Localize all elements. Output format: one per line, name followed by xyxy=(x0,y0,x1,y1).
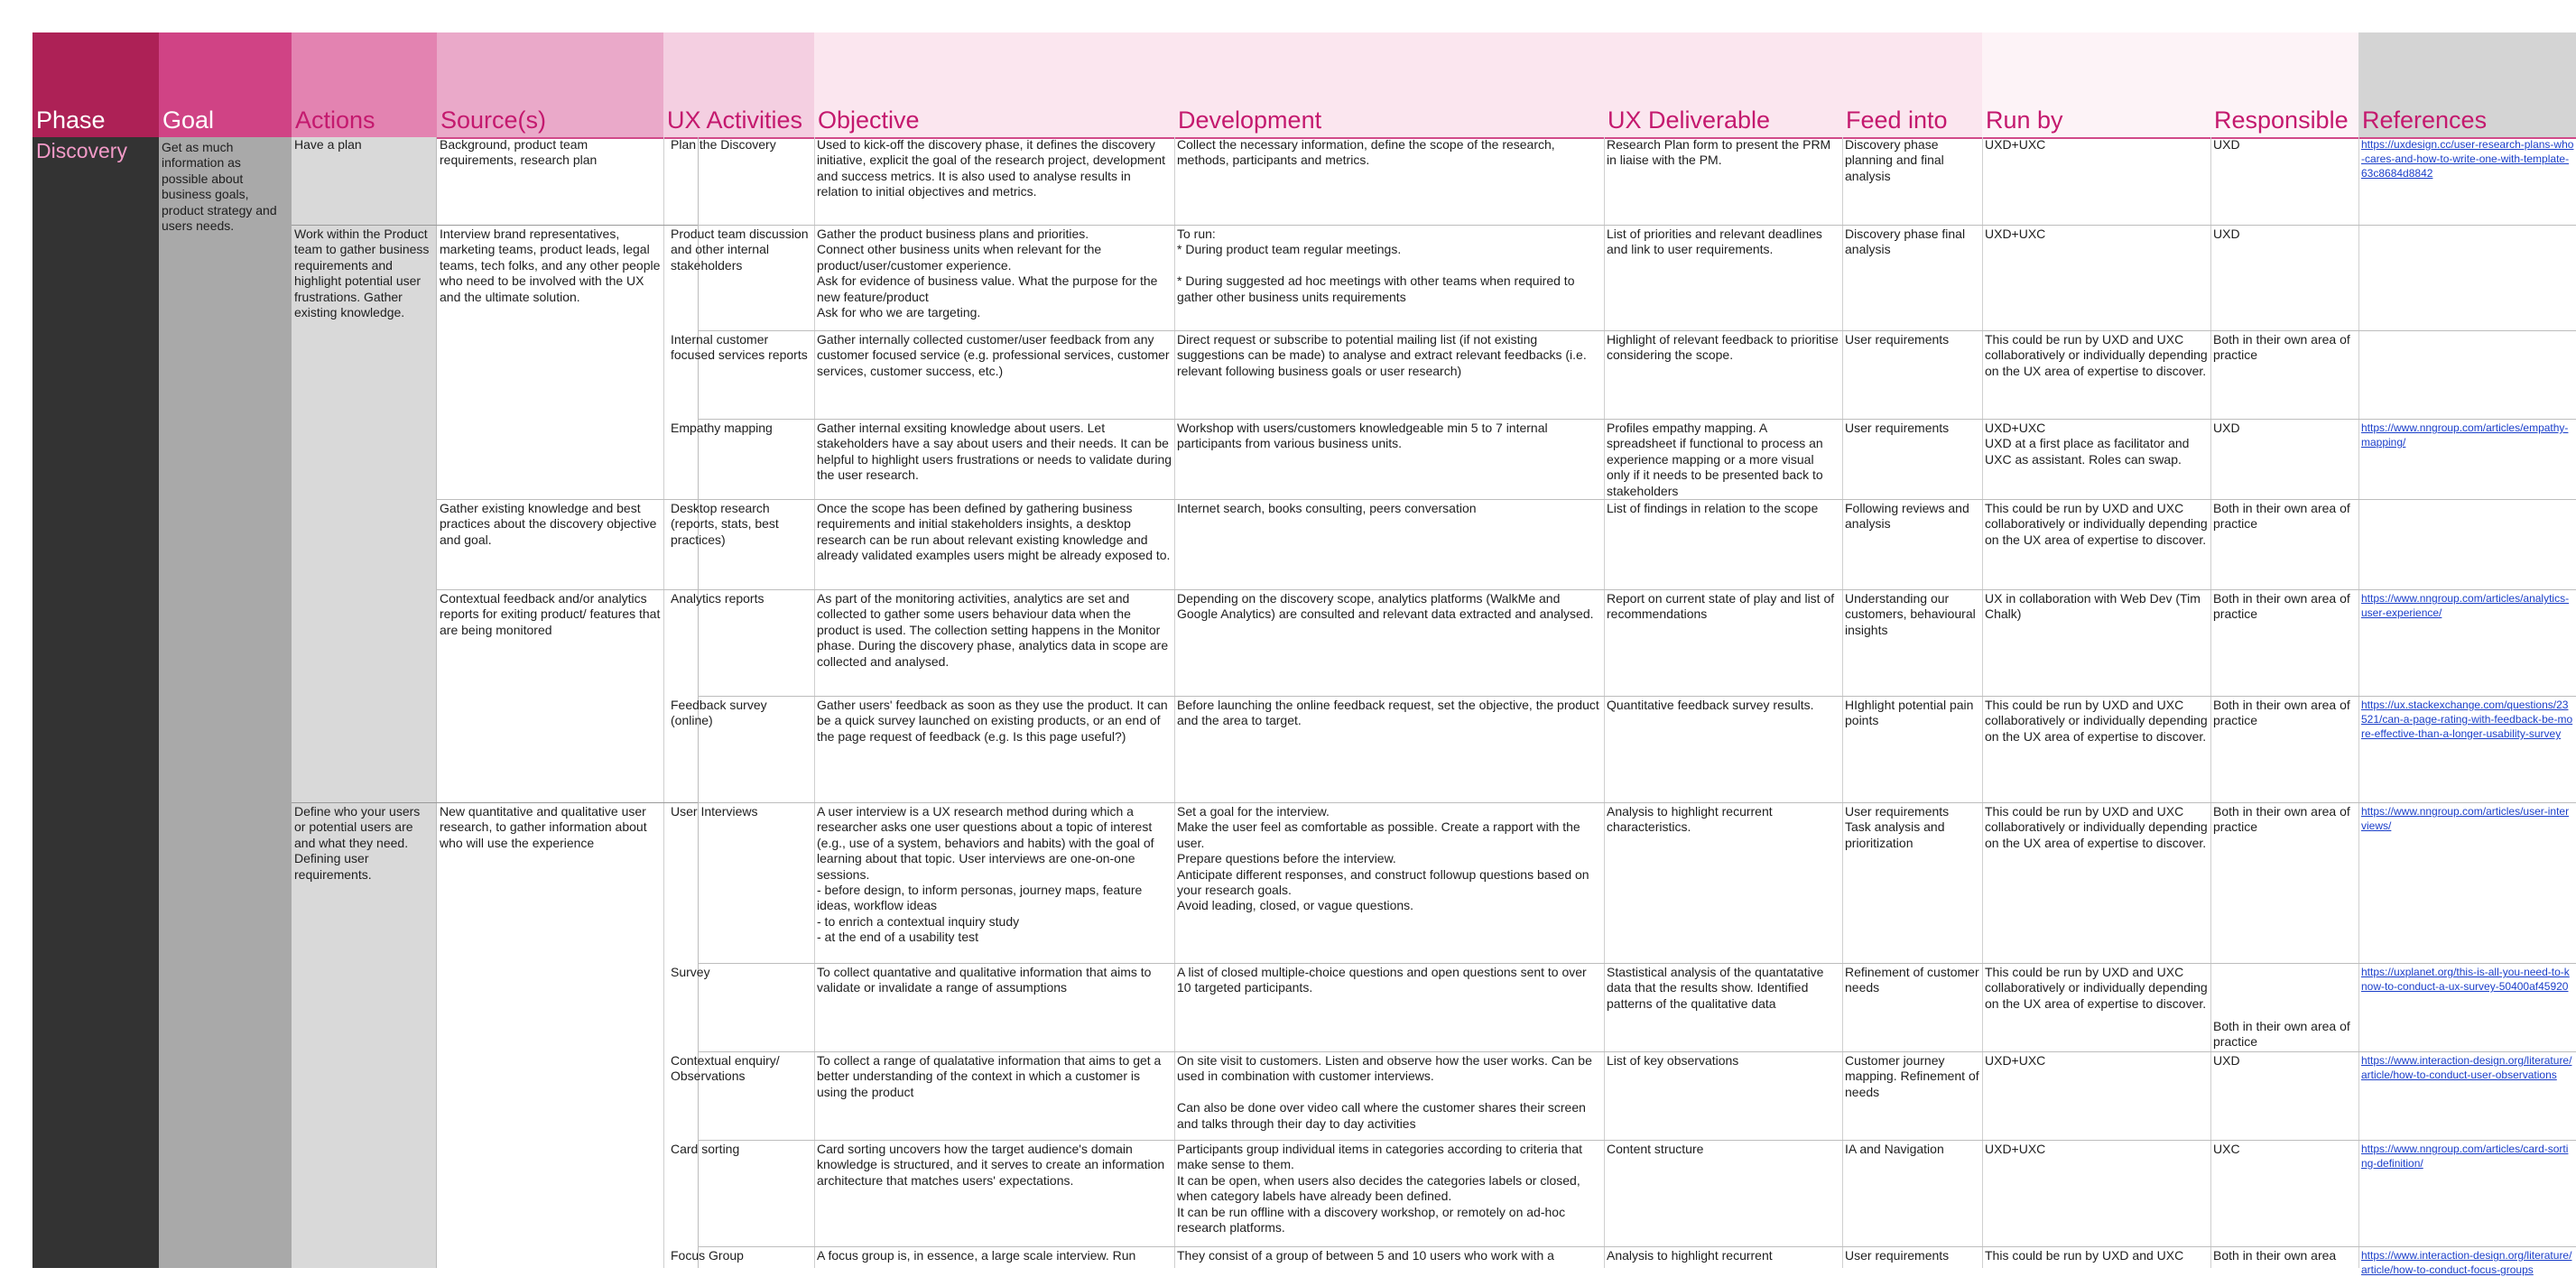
group-separator xyxy=(292,225,698,226)
objective-cell[interactable]: A focus group is, in essence, a large scale interview. Run xyxy=(817,1248,1136,1263)
activity-cell[interactable]: Internal customer focused services reports xyxy=(671,332,808,363)
reference-link[interactable]: https://www.nngroup.com/articles/empathy-mapping/ xyxy=(2361,421,2569,449)
objective-cell[interactable]: To collect quantative and qualitative information that aims to validate or invalidate a range of assumptions xyxy=(817,965,1152,995)
development-cell[interactable]: Workshop with users/customers knowledgeable min 5 to 7 internal participants from various business units. xyxy=(1177,421,1548,451)
reference-link[interactable]: https://www.interaction-design.org/literature/article/how-to-conduct-focus-groups xyxy=(2361,1249,2572,1276)
runby-cell[interactable]: This could be run by UXD and UXC collaboratively or individually depending on the UX area of expertise to discover. xyxy=(1985,698,2208,744)
objective-cell[interactable]: Card sorting uncovers how the target audience's domain knowledge is structured, and it serves to create an information architecture that matches users' expectations. xyxy=(817,1142,1165,1188)
feed-cell[interactable]: Following reviews and analysis xyxy=(1845,501,1969,532)
source-cell[interactable]: Contextual feedback and/or analytics reports for exiting product/ features that are being monitored xyxy=(440,591,661,637)
feed-cell[interactable]: User requirements xyxy=(1845,1248,1950,1263)
spreadsheet xyxy=(32,32,2576,1276)
deliverable-cell[interactable]: Report on current state of play and list of recommendations xyxy=(1607,591,1835,622)
deliverable-cell[interactable]: Highlight of relevant feedback to prioritise considering the scope. xyxy=(1607,332,1839,363)
reference-link[interactable]: https://uxplanet.org/this-is-all-you-need-to-know-to-conduct-a-ux-survey-50400af45920 xyxy=(2361,966,2570,993)
runby-cell[interactable]: This could be run by UXD and UXC xyxy=(1985,1248,2184,1263)
header-feed-into[interactable]: Feed into xyxy=(1842,32,1982,137)
runby-cell[interactable]: UX in collaboration with Web Dev (Tim Chalk) xyxy=(1985,591,2201,622)
header-actions[interactable]: Actions xyxy=(292,32,437,137)
runby-cell[interactable]: This could be run by UXD and UXC collaboratively or individually depending on the UX area of expertise to discover. xyxy=(1985,332,2208,378)
deliverable-cell[interactable]: List of findings in relation to the scope xyxy=(1607,501,1819,515)
grid-line xyxy=(814,137,815,1268)
development-cell[interactable]: They consist of a group of between 5 and 10 users who work with a xyxy=(1177,1248,1554,1263)
feed-cell[interactable]: User requirements xyxy=(1845,421,1950,435)
runby-cell[interactable]: UXD+UXC xyxy=(1985,1053,2046,1068)
grid-line xyxy=(1842,137,1843,1268)
activity-cell[interactable]: Card sorting xyxy=(671,1142,740,1156)
development-cell[interactable]: Participants group individual items in categories according to criteria that make sense to them. It can be open, when users also decides the categories labels or closed, when category labels have already been defined. It can be run offline with a discovery workshop, or remotely on ad-hoc research platforms. xyxy=(1177,1142,1583,1235)
source-cell[interactable]: Gather existing knowledge and best practices about the discovery objective and goal. xyxy=(440,501,657,547)
runby-cell[interactable]: UXD+UXC xyxy=(1985,1142,2046,1156)
feed-cell[interactable]: User requirements xyxy=(1845,332,1950,347)
responsible-cell[interactable]: Both in their own area xyxy=(2213,1248,2337,1263)
objective-cell[interactable]: As part of the monitoring activities, analytics are set and collected to gather some users behaviour data when the product is used. The collection setting happens in the Monitor phase. During the discovery phase, analytics data in scope are collected and analysed. xyxy=(817,591,1169,669)
row-separator xyxy=(698,225,2576,226)
objective-cell[interactable]: To collect a range of qualatative information that aims to get a better understanding of the context in which a customer is using the product xyxy=(817,1053,1162,1099)
grid-line xyxy=(2358,137,2359,1268)
goal-column xyxy=(159,137,292,1268)
activity-cell[interactable]: Survey xyxy=(671,965,710,979)
deliverable-cell[interactable]: Stastistical analysis of the quantatative data that the results show. Identified patterns of the qualitative data xyxy=(1607,965,1824,1011)
runby-cell[interactable]: UXD+UXC xyxy=(1985,137,2046,152)
objective-cell[interactable]: Used to kick-off the discovery phase, it defines the discovery initiative, explicit the goal of the research project, development and success metrics. It is also used to analyse results in relation to initial objectives and metrics. xyxy=(817,137,1165,199)
activity-cell[interactable]: Focus Group xyxy=(671,1248,744,1263)
reference-link[interactable] xyxy=(2361,227,2574,328)
feed-cell[interactable]: IA and Navigation xyxy=(1845,1142,1944,1156)
runby-cell[interactable]: This could be run by UXD and UXC collaboratively or individually depending on the UX area of expertise to discover. xyxy=(1985,501,2208,547)
development-cell[interactable]: Direct request or subscribe to potential mailing list (if not existing suggestions can be made) to analyse and extract relevant feedbacks (i.e. relevant following business goals or user research) xyxy=(1177,332,1587,378)
activity-cell[interactable]: Empathy mapping xyxy=(671,421,773,435)
responsible-cell[interactable]: UXC xyxy=(2213,1142,2240,1156)
grid-line xyxy=(2210,137,2211,1268)
runby-cell[interactable]: UXD+UXC xyxy=(1985,227,2046,241)
row-separator xyxy=(698,1246,2576,1247)
activity-cell[interactable]: Analytics reports xyxy=(671,591,764,606)
header-row xyxy=(32,32,2576,139)
source-cell[interactable]: Background, product team requirements, research plan xyxy=(440,137,598,168)
row-separator xyxy=(698,696,2576,697)
header-sources[interactable]: Source(s) xyxy=(437,32,663,137)
activity-cell[interactable]: Product team discussion and other internal stakeholders xyxy=(671,227,809,273)
feed-cell[interactable]: Customer journey mapping. Refinement of needs xyxy=(1845,1053,1979,1099)
objective-cell[interactable]: Gather the product business plans and priorities. Connect other business units when relevant for the product/user/customer experience. Ask for evidence of business value. What the purpose for the new feature/product Ask for who we are targeting. xyxy=(817,227,1158,320)
action-cell[interactable]: Work within the Product team to gather business requirements and highlight potential user frustrations. Gather existing knowledge. xyxy=(294,227,430,320)
feed-cell[interactable]: HIghlight potential pain points xyxy=(1845,698,1974,728)
development-cell[interactable]: Collect the necessary information, define the scope of the research, methods, participants and metrics. xyxy=(1177,137,1555,168)
runby-cell[interactable]: This could be run by UXD and UXC collaboratively or individually depending on the UX area of expertise to discover. xyxy=(1985,804,2208,850)
responsible-cell[interactable]: Both in their own area of practice xyxy=(2213,591,2350,622)
responsible-cell[interactable]: Both in their own area of practice xyxy=(2213,1019,2350,1050)
row-separator xyxy=(698,419,2576,420)
deliverable-cell[interactable]: Research Plan form to present the PRM in liaise with the PM. xyxy=(1607,137,1831,168)
source-separator xyxy=(437,589,698,590)
row-separator xyxy=(698,963,2576,964)
responsible-cell[interactable]: Both in their own area of practice xyxy=(2213,804,2350,835)
activity-cell[interactable]: Desktop research (reports, stats, best practices) xyxy=(671,501,779,547)
grid-line xyxy=(1982,137,1983,1268)
source-cell[interactable]: Interview brand representatives, marketing teams, product leads, legal teams, tech folks, and any other people who need to be involved with the UX and the ultimate solution. xyxy=(440,227,661,304)
runby-cell[interactable]: This could be run by UXD and UXC collaboratively or individually depending on the UX area of expertise to discover. xyxy=(1985,965,2208,1011)
deliverable-cell[interactable]: Quantitative feedback survey results. xyxy=(1607,698,1814,712)
phase-column xyxy=(32,137,159,1268)
row-separator xyxy=(698,330,2576,331)
grid-line xyxy=(1604,137,1605,1268)
feed-cell[interactable]: Discovery phase final analysis xyxy=(1845,227,1966,257)
group-separator xyxy=(292,802,698,803)
action-cell[interactable]: Define who your users or potential users are and what they need. Defining user requirements. xyxy=(294,804,421,882)
reference-link[interactable]: https://www.nngroup.com/articles/user-interviews/ xyxy=(2361,805,2570,832)
row-separator xyxy=(698,499,2576,500)
development-cell[interactable]: Internet search, books consulting, peers conversation xyxy=(1177,501,1477,515)
source-cell[interactable]: New quantitative and qualitative user research, to gather information about who will use the experience xyxy=(440,804,647,850)
reference-link[interactable] xyxy=(2361,501,2574,588)
feed-cell[interactable]: User requirements Task analysis and prioritization xyxy=(1845,804,1950,850)
responsible-cell[interactable]: UXD xyxy=(2213,1053,2240,1068)
header-development[interactable]: Development xyxy=(1174,32,1604,137)
deliverable-cell[interactable]: Content structure xyxy=(1607,1142,1704,1156)
reference-link[interactable]: https://www.interaction-design.org/literature/article/how-to-conduct-user-observations xyxy=(2361,1054,2572,1081)
header-run-by[interactable]: Run by xyxy=(1982,32,2210,137)
objective-cell[interactable]: A user interview is a UX research method during which a researcher asks one user questions about a topic of interest (e.g., use of a system, behaviors and habits) with the goal of learning about that topic. User interviews are one-on-one sessions. - before design, to inform personas, journey maps, feature ideas, workflow ideas - to enrich a contextual inquiry study - at the end of a usability test xyxy=(817,804,1154,945)
deliverable-cell[interactable]: Analysis to highlight recurrent characteristics. xyxy=(1607,804,1773,835)
row-separator xyxy=(698,802,2576,803)
reference-link[interactable]: https://www.nngroup.com/articles/analytics-user-experience/ xyxy=(2361,592,2570,619)
objective-cell[interactable]: Once the scope has been defined by gathering business requirements and initial stakeholders insights, a desktop research can be run about relevant existing knowledge and already validated examples users might be already exposed to. xyxy=(817,501,1171,563)
row-separator xyxy=(698,1051,2576,1052)
action-cell[interactable]: Have a plan xyxy=(294,137,362,152)
row-separator xyxy=(698,1140,2576,1141)
development-cell[interactable]: Before launching the online feedback request, set the objective, the product and the area to target. xyxy=(1177,698,1599,728)
development-cell[interactable]: A list of closed multiple-choice questions and open questions sent to over 10 targeted participants. xyxy=(1177,965,1587,995)
objective-cell[interactable]: Gather users' feedback as soon as they use the product. It can be a quick survey launched on existing products, or an end of the page request of feedback (e.g. Is this page useful?) xyxy=(817,698,1168,744)
runby-cell[interactable]: UXD+UXC UXD at a first place as facilitator and UXC as assistant. Roles can swap. xyxy=(1985,421,2190,467)
responsible-cell[interactable]: Both in their own area of practice xyxy=(2213,501,2350,532)
objective-cell[interactable]: Gather internal exsiting knowledge about users. Let stakeholders have a say about users and their needs. It can be helpful to highlight users frustrations or needs to validate during the user research. xyxy=(817,421,1172,483)
feed-cell[interactable]: Discovery phase planning and final analysis xyxy=(1845,137,1944,183)
grid-line xyxy=(663,137,664,1268)
header-objective[interactable]: Objective xyxy=(814,32,1174,137)
development-cell[interactable]: Depending on the discovery scope, analytics platforms (WalkMe and Google Analytics) are consulted and relevant data extracted and analysed. xyxy=(1177,591,1594,622)
activity-cell[interactable]: User Interviews xyxy=(671,804,758,819)
phase-label[interactable]: Discovery xyxy=(36,139,127,162)
grid-line xyxy=(1174,137,1175,1268)
reference-link[interactable]: https://ux.stackexchange.com/questions/23521/can-a-page-rating-with-feedback-be-more-effective-than-a-longer-usability-survey xyxy=(2361,699,2573,740)
deliverable-cell[interactable]: Profiles empathy mapping. A spreadsheet if functional to process an experience mapping or a more visual only if it needs to be presented back to stakeholders xyxy=(1607,421,1823,498)
activity-cell[interactable]: Feedback survey (online) xyxy=(671,698,767,728)
development-cell[interactable]: On site visit to customers. Listen and observe how the user works. Can be used in combination with customer interviews. Can also be done over video call where the customer shares their screen and talks through their day to day activities xyxy=(1177,1053,1592,1131)
reference-link[interactable] xyxy=(2361,332,2574,417)
feed-cell[interactable]: Refinement of customer needs xyxy=(1845,965,1979,995)
reference-link[interactable]: https://www.nngroup.com/articles/card-sorting-definition/ xyxy=(2361,1143,2569,1170)
responsible-cell[interactable]: UXD xyxy=(2213,137,2240,152)
deliverable-cell[interactable]: List of key observations xyxy=(1607,1053,1739,1068)
header-responsible[interactable]: Responsible xyxy=(2210,32,2358,137)
responsible-cell[interactable]: UXD xyxy=(2213,421,2240,435)
header-goal[interactable]: Goal xyxy=(159,32,292,137)
row-separator xyxy=(698,589,2576,590)
deliverable-cell[interactable]: Analysis to highlight recurrent xyxy=(1607,1248,1773,1263)
development-cell[interactable]: Set a goal for the interview. Make the user feel as comfortable as possible. Create a rapport with the user. Prepare questions before the interview. Anticipate different responses, and construct followup questions based on your research goals. Avoid leading, closed, or vague questions. xyxy=(1177,804,1589,913)
reference-link[interactable]: https://uxdesign.cc/user-research-plans-who-cares-and-how-to-write-one-with-template-63c8684d8842 xyxy=(2361,138,2574,180)
responsible-cell[interactable]: UXD xyxy=(2213,227,2240,241)
activity-cell[interactable]: Plan the Discovery xyxy=(671,137,776,152)
objective-cell[interactable]: Gather internally collected customer/user feedback from any customer focused service (e.g. professional services, customer services, customer success, etc.) xyxy=(817,332,1170,378)
activity-cell[interactable]: Contextual enquiry/ Observations xyxy=(671,1053,780,1084)
source-separator xyxy=(437,499,698,500)
goal-text[interactable]: Get as much information as possible about business goals, product strategy and users needs. xyxy=(162,140,277,234)
responsible-cell[interactable]: Both in their own area of practice xyxy=(2213,332,2350,363)
deliverable-cell[interactable]: List of priorities and relevant deadlines and link to user requirements. xyxy=(1607,227,1822,257)
header-references[interactable]: References xyxy=(2358,32,2576,137)
header-ux-deliverable[interactable]: UX Deliverable xyxy=(1604,32,1842,137)
development-cell[interactable]: To run: * During product team regular meetings. * During suggested ad hoc meetings with other teams when required to gather other business units requirements xyxy=(1177,227,1575,304)
responsible-cell[interactable]: Both in their own area of practice xyxy=(2213,698,2350,728)
feed-cell[interactable]: Understanding our customers, behavioural insights xyxy=(1845,591,1976,637)
header-ux-activities[interactable]: UX Activities xyxy=(663,32,814,137)
header-phase[interactable]: Phase xyxy=(32,32,159,137)
